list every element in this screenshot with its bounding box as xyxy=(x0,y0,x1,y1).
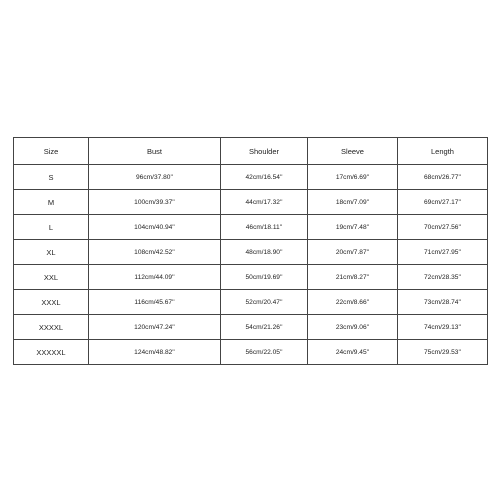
table-row xyxy=(14,290,488,315)
size-chart-header xyxy=(14,138,488,165)
sleeve-cell: 22cm/8.66'' xyxy=(308,290,398,315)
header-length: Length xyxy=(398,138,488,165)
sleeve-cell: 17cm/6.69'' xyxy=(308,165,398,190)
shoulder-cell: 50cm/19.69'' xyxy=(221,265,308,290)
size-cell: XXXL xyxy=(14,290,89,315)
table-row xyxy=(14,190,488,215)
size-cell: XXXXL xyxy=(14,315,89,340)
sleeve-cell: 20cm/7.87'' xyxy=(308,240,398,265)
bust-cell: 116cm/45.67'' xyxy=(89,290,221,315)
table-row xyxy=(14,240,488,265)
size-cell: S xyxy=(14,165,89,190)
size-chart-body xyxy=(14,165,488,365)
shoulder-cell: 56cm/22.05'' xyxy=(221,340,308,365)
bust-cell: 100cm/39.37'' xyxy=(89,190,221,215)
table-row xyxy=(14,315,488,340)
table-row xyxy=(14,265,488,290)
header-row xyxy=(14,138,488,165)
sleeve-cell: 23cm/9.06'' xyxy=(308,315,398,340)
table-row xyxy=(14,215,488,240)
shoulder-cell: 54cm/21.26'' xyxy=(221,315,308,340)
bust-cell: 120cm/47.24'' xyxy=(89,315,221,340)
bust-cell: 104cm/40.94'' xyxy=(89,215,221,240)
size-cell: XL xyxy=(14,240,89,265)
header-size: Size xyxy=(14,138,89,165)
sleeve-cell: 24cm/9.45'' xyxy=(308,340,398,365)
bust-cell: 96cm/37.80'' xyxy=(89,165,221,190)
length-cell: 69cm/27.17'' xyxy=(398,190,488,215)
bust-cell: 124cm/48.82'' xyxy=(89,340,221,365)
length-cell: 71cm/27.95'' xyxy=(398,240,488,265)
shoulder-cell: 44cm/17.32'' xyxy=(221,190,308,215)
length-cell: 72cm/28.35'' xyxy=(398,265,488,290)
header-shoulder: Shoulder xyxy=(221,138,308,165)
bust-cell: 112cm/44.09'' xyxy=(89,265,221,290)
sleeve-cell: 19cm/7.48'' xyxy=(308,215,398,240)
header-sleeve: Sleeve xyxy=(308,138,398,165)
size-cell: M xyxy=(14,190,89,215)
size-cell: XXL xyxy=(14,265,89,290)
size-cell: XXXXXL xyxy=(14,340,89,365)
length-cell: 68cm/26.77'' xyxy=(398,165,488,190)
size-cell: L xyxy=(14,215,89,240)
length-cell: 73cm/28.74'' xyxy=(398,290,488,315)
sleeve-cell: 18cm/7.09'' xyxy=(308,190,398,215)
sleeve-cell: 21cm/8.27'' xyxy=(308,265,398,290)
table-row xyxy=(14,340,488,365)
bust-cell: 108cm/42.52'' xyxy=(89,240,221,265)
size-chart-table xyxy=(13,137,488,365)
shoulder-cell: 48cm/18.90'' xyxy=(221,240,308,265)
header-bust: Bust xyxy=(89,138,221,165)
shoulder-cell: 42cm/16.54'' xyxy=(221,165,308,190)
length-cell: 75cm/29.53'' xyxy=(398,340,488,365)
shoulder-cell: 52cm/20.47'' xyxy=(221,290,308,315)
shoulder-cell: 46cm/18.11'' xyxy=(221,215,308,240)
length-cell: 70cm/27.56'' xyxy=(398,215,488,240)
length-cell: 74cm/29.13'' xyxy=(398,315,488,340)
table-row xyxy=(14,165,488,190)
